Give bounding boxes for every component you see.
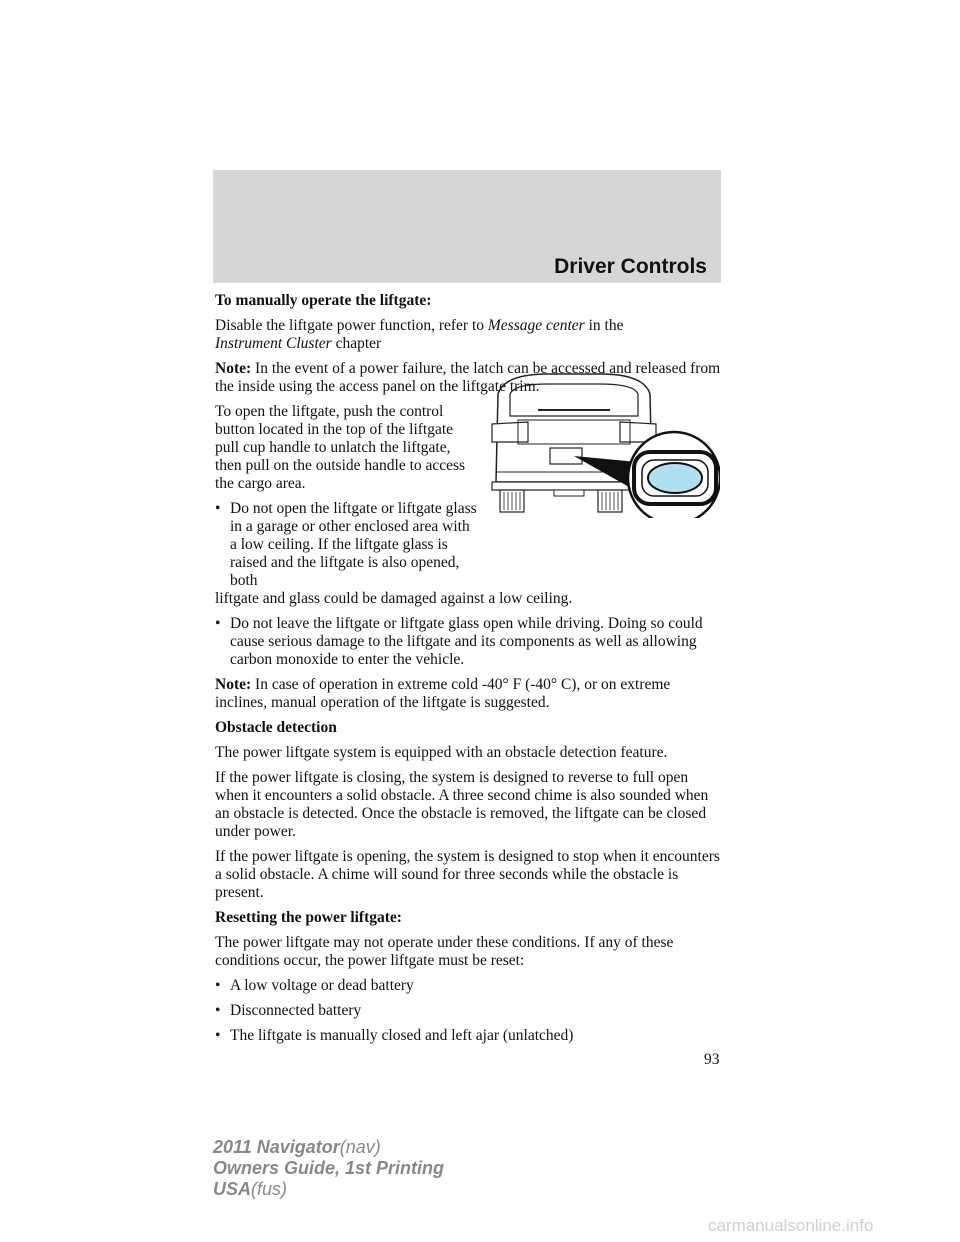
reset-item: • The liftgate is manually closed and left ajar (unlatched) (215, 1027, 574, 1044)
open-liftgate-paragraph: To open the liftgate, push the control button located in the top of the liftgate pull cup handle to unlatch the liftgate, then pull on the outside handle to access the cargo area. (215, 403, 466, 492)
reset-intro: The power liftgate may not operate under these conditions. If any of these conditions occur, the power liftgate must be reset: (215, 934, 674, 969)
note-power-failure: Note: In the event of a power failure, the latch can be accessed and released from the inside using the access panel on the liftgate trim. (215, 360, 721, 395)
bullet-item: • Do not open the liftgate or liftgate glass in a garage or other enclosed area with a low ceiling. If the liftgate glass is raised and the liftgate is also opened, both liftgate and glass could be damaged against a low ceiling. (215, 500, 573, 607)
obstacle-p2: If the power liftgate is closing, the system is designed to reverse to full open when it encounters a solid obstacle. A three second chime is also sounded when an obstacle is detected. Once the obstacle is removed, the liftgate can be closed under power. (215, 769, 709, 840)
obstacle-p3: If the power liftgate is opening, the system is designed to stop when it encounters a solid obstacle. A chime will sound for three seconds while the obstacle is present. (215, 848, 720, 901)
obstacle-heading: Obstacle detection (215, 719, 337, 736)
chapter-title: Driver Controls (554, 255, 707, 278)
reset-item: • Disconnected battery (215, 1002, 362, 1019)
disable-paragraph: Disable the liftgate power function, refer to Message center in the Instrument Cluster chapter (215, 317, 624, 352)
manual-heading: To manually operate the liftgate: (215, 292, 432, 309)
reset-heading: Resetting the power liftgate: (215, 909, 402, 926)
note-extreme-cold: Note: In case of operation in extreme cold -40° F (-40° C), or on extreme inclines, manual operation of the liftgate is suggested. (215, 676, 671, 711)
obstacle-p1: The power liftgate system is equipped with an obstacle detection feature. (215, 744, 668, 761)
chapter-header-bar (213, 170, 721, 283)
page-content (215, 292, 725, 1052)
reset-item: • A low voltage or dead battery (215, 977, 414, 994)
bullet-item: • Do not leave the liftgate or liftgate glass open while driving. Doing so could cause serious damage to the liftgate and its components as well as allowing carbon monoxide to enter the vehicle. (215, 615, 703, 668)
print-footer: 2011 Navigator(nav) Owners Guide, 1st Printing USA(fus) (213, 1137, 445, 1199)
watermark: carmanualsonline.info (708, 1216, 874, 1235)
page-number: 93 (704, 1051, 720, 1068)
